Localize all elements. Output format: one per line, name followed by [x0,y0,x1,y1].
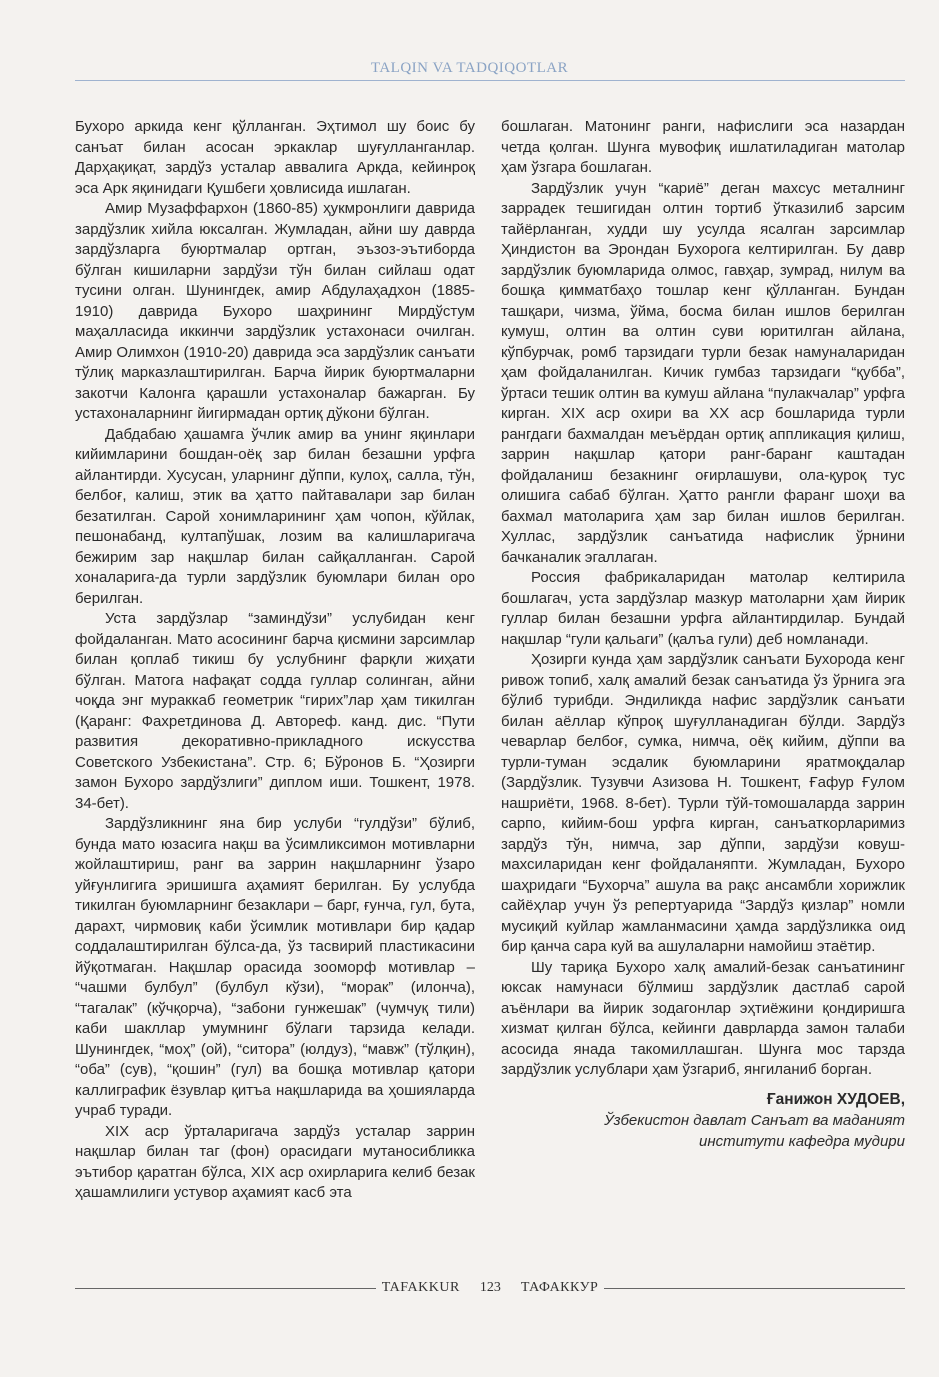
paragraph: Зардўзлик учун “кариё” деган махсус металнинг заррадек тешигидан олтин тортиб ўтказилиб зарсим тайёрланган, худди шу усулда ясалган зарсимлар Ҳиндистон ва Эрондан Бухорога келтирилган. Бу давр зардўзлик буюмларида олмос, гавҳар, зумрад, нилум ва бошқа қимматбаҳо тошлар кенг қўлланган. Бундан ташқари, чизма, ўйма, босма билан ишлов берилган кумуш, олтин ва олтин суви юритилган айлана, кўпбурчак, ромб тарзидаги турли безак намуналаридан ҳам фойдаланилган. Кичик гумбаз тарзидаги “қубба”, ўртаси тешик олтин ва кумуш айлана “пулакчалар” урфга кирган. XIX аср охири ва XX аср бошларида турли рангдаги бахмалдан меъёрдан ортиқ аппликация қилиш, заррин нақшлар қатори ранг-баранг каштадан фойдаланиш безакнинг оғирлашуви, ола-қуроқ тус олишига сабаб бўлган. Ҳатто рангли фаранг шоҳи ва бахмал матоларига ҳам зар билан ишлов берилган. Хуллас, зардўзлик санъатида нафислик ўрнини бачканалик эгаллаган. [501,179,905,566]
journal-name-cyrillic: ТАФАККУР [520,1280,599,1295]
paragraph: Амир Музаффархон (1860-85) ҳукмронлиги даврида зардўзлик хийла юксалган. Жумладан, айни шу даврда зардўзларга буюртмалар ортган, эъзоз-эътиборда бўлган кишиларни зардўзи тўн билан сийлаш одат тусини олган. Шунингдек, амир Абдулаҳадхон (1885-1910) даврида Бухоро шаҳрининг Мирдўстум маҳалласида иккинчи зардўзлик устахонаси очилган. Амир Олимхон (1910-20) даврида эса зардўзлик санъати тўлиқ марказлаштирилган. Барча йирик буюртмаларни закотчи Калонга қарашли устахоналар бажарган. Бу устахоналарнинг йигирмадан ортиқ дўкони бўлган. [75,200,475,422]
author-position: Ўзбекистон давлат Санъат ва маданият [604,1111,905,1129]
journal-name-latin: TAFAKKUR [381,1280,460,1295]
author-name: Ғанижон ХУДОЕВ, [766,1090,905,1108]
footer-rule-left [75,1288,376,1289]
paragraph: Зардўзликнинг яна бир услуби “гулдўзи” бўлиб, бунда мато юзасига нақш ва ўсимликсимон мотивларни жойлаштириш, ранг ва заррин нақшларнинг ўзаро уйғунлигига эришишга аҳамият берилган. Бу услубда тикилган буюмларнинг безаклари – барг, ғунча, гул, бута, дарахт, чирмовиқ каби ўсимлик мотивлари бир қадар соддалаштирилган бўлса-да, ўз тасвирий пластикасини йўқотмаган. Нақшлар орасида зооморф мотивлар – “чашми булбул” (булбул кўзи), “морак” (илонча), “тагалак” (кўчқорча), “забони гунжешак” (чумчуқ тили) каби шакллар умумнинг бўлаги тарзида келади. Шунингдек, “моҳ” (ой), “ситора” (юлдуз), “мавж” (тўлқин), “оба” (сув), “қошин” (гул) ва бошқа мотивлар қатори каллиграфик ёзувлар қитъа нақшларида ва ҳошияларда учраб туради. [75,815,475,1119]
right-column [501,117,905,1152]
paragraph: Бухоро аркида кенг қўлланган. Эҳтимол шу боис бу санъат билан асосан эркаклар шуғулланганлар. Дарҳақиқат, зардўз усталар аввалига Аркда, кейинроқ эса Арк яқинидаги Қушбеги ҳовлисида ишлаган. [75,118,475,197]
paragraph: Россия фабрикаларидан матолар келтирила бошлагач, уста зардўзлар мазкур матоларни ҳам йирик гуллар билан безашни урфга айлантирдилар. Бундай нақшлар “гули қальаги” (қалъа гули) деб номланади. [501,569,905,648]
footer-rule-right [604,1288,905,1289]
author-position: институти кафедра мудири [699,1132,905,1150]
paragraph: Дабдабаю ҳашамга ўчлик амир ва унинг яқинлари кийимларини бошдан-оёқ зар билан безашни урфга айлантирди. Хусусан, уларнинг дўппи, кулоҳ, салла, тўн, белбоғ, калиш, этик ва ҳатто пайтавалари зар билан безатилган. Сарой хонимларининг ҳам чопон, кўйлак, пешонабанд, култапўшак, лозим ва калишларигача бежирим зар нақшлар билан сайқалланган. Сарой хоналарига-да турли зардўзлик буюмлари билан оро берилган. [75,425,475,607]
paragraph: XIX аср ўрталаригача зардўз усталар заррин нақшлар билан таг (фон) орасидаги мутаносибликка эътибор қаратган бўлса, XIX аср охирларига келиб безак ҳашамлилиги устувор аҳамият касб эта [75,1122,475,1201]
paragraph: Шу тариқа Бухоро халқ амалий-безак санъатининг юксак намунаси бўлмиш зардўзлик дастлаб сарой аъёнлари ва йирик зодагонлар эҳтиёжини қондиришга хизмат қилган бўлса, кейинги даврларда замон талаби асосида янада такомиллашган. Шунга мос тарзда зардўзлик услублари ҳам ўзгариб, янгиланиб борган. [501,958,905,1078]
page-number: 123 [479,1280,501,1295]
paragraph: Ҳозирги кунда ҳам зардўзлик санъати Бухорода кенг ривож топиб, халқ амалий безак санъатида ўз ўрнига эга бўлиб турибди. Эндиликда нафис зардўзлик санъати билан аёллар кўпроқ шуғулланадиган бўлди. Зардўз чеварлар белбоғ, сумка, нимча, оёқ кийим, дўппи ва турли-туман эсдалик буюмларини яратмоқдалар (Зардўзлик. Тузувчи Азизова Н. Тошкент, Ғафур Ғулом нашриёти, 1968. 8-бет). Турли тўй-томошаларда заррин сарпо, кийим-бош урфга кирган, санъаткорларимиз зардўз тўн, нимча, зар дўппи, зардўзи ковуш-махсиларидан кенг фойдаланяпти. Жумладан, Бухоро шаҳридаги “Бухорча” ашула ва рақс ансамбли хорижлик сайёҳлар учун ўз репертуарида “Зардўз қизлар” номли мусиқий куйлар жамланмасини ҳамда зардўзликка оид бир қанча сара куй ва ашулаларни намойиш этаётир. [501,651,905,955]
paragraph: Уста зардўзлар “заминдўзи” услубидан кенг фойдаланган. Мато асосининг барча қисмини зарсимлар билан қоплаб тикиш бу услубнинг фарқли жиҳати бўлган. Матога нафақат содда гуллар солинган, айни чоқда энг мураккаб геометрик “гирих”лар ҳам тикилган (Қаранг: Фахретдинова Д. Автореф. канд. дис. “Пути развития декоративно-прикладного искусства Советского Узбекистана”. Стр. 6; Бўронов Б. “Ҳозирги замон Бухоро зардўзлиги” диплом иши. Тошкент, 1978. 34-бет). [75,610,475,812]
author-signature [501,1089,905,1152]
page-footer [75,1280,905,1296]
header-divider [75,80,905,81]
section-title: TALQIN VA TADQIQOTLAR [370,60,569,76]
paragraph: бошлаган. Матонинг ранги, нафислиги эса назардан четда қолган. Шунга мувофиқ ишлатиладиган матолар ҳам ўзгара бошлаган. [501,118,905,176]
left-column [75,117,475,1204]
